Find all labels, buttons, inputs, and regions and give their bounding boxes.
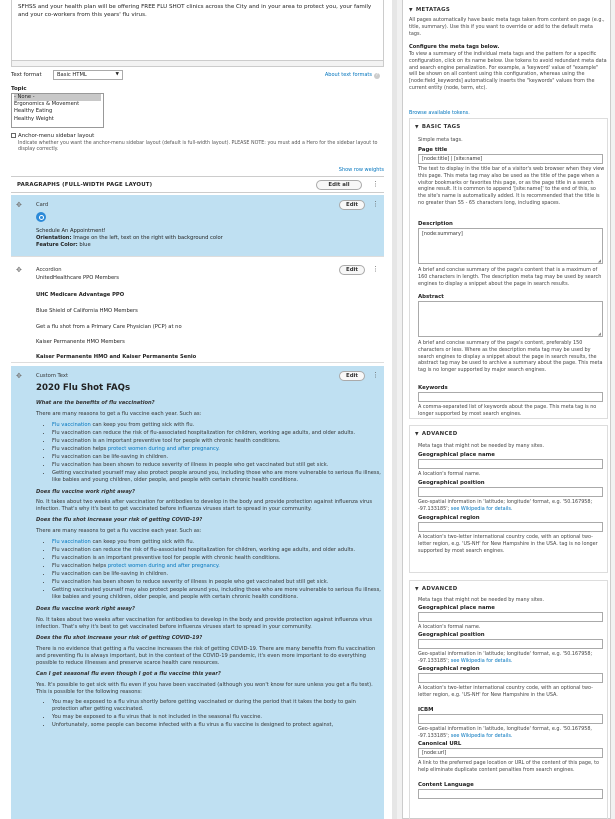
card-image-icon (36, 212, 46, 222)
advanced-desc: Meta tags that might not be needed by many sites. (418, 597, 545, 603)
canonical-url-label: Canonical URL (418, 741, 462, 747)
wikipedia-link[interactable]: see Wikipedia for details. (450, 732, 513, 739)
faq-body (36, 396, 381, 734)
faq-question: Can I get seasonal flu even though I got a flu vaccine this year? (36, 670, 221, 677)
list-item: • Flu vaccination is an important preventive tool for people with chronic health conditions. (52, 438, 381, 445)
list-item (52, 563, 381, 570)
faq-question: Does flu vaccine work right away? (36, 605, 136, 612)
about-text-formats-label: About text formats (324, 72, 372, 78)
advanced-fieldset-2 (409, 580, 608, 819)
advanced-desc: Meta tags that might not be needed by many sites. (418, 443, 545, 449)
topic-option[interactable]: Ergonomics & Movement (14, 101, 80, 108)
list-item: • Unfortunately, some people can become infected with a flu virus a flu vaccine is designed to protect against, (52, 722, 381, 729)
paragraph-item-custom-text (11, 366, 384, 819)
topic-select[interactable] (11, 93, 104, 128)
geo-position-label: Geographical position (418, 480, 485, 486)
card-color-value: blue (79, 242, 91, 248)
icbm-help (418, 726, 605, 740)
wikipedia-link[interactable]: see Wikipedia for details. (450, 505, 513, 512)
faq-question: Does flu vaccine work right away? (36, 488, 136, 495)
faq-question: What are the benefits of flu vaccination? (36, 400, 155, 406)
geo-region-help: A location's two-letter international country code, with an optional two-letter region, e.g. 'US-NH' for New Hampshire in the USA. (418, 685, 593, 698)
geo-position-label: Geographical position (418, 632, 485, 638)
topic-option[interactable]: Healthy Eating (14, 108, 53, 115)
geo-place-label: Geographical place name (418, 605, 495, 611)
accordion-line: UHC Medicare Advantage PPO (36, 292, 125, 298)
flu-vaccination-link[interactable]: Flu vaccination (52, 539, 91, 546)
more-actions-icon[interactable]: ⋮ (372, 265, 379, 273)
paragraph-type-label: Card (36, 202, 49, 208)
description-textarea[interactable]: [node:summary] ◢ (418, 228, 603, 264)
content-language-label: Content Language (418, 782, 474, 788)
faq-question: Does the flu shot increase your risk of getting COVID-19? (36, 634, 203, 641)
anchor-menu-label: Anchor-menu sidebar layout (18, 133, 95, 139)
geo-region-label: Geographical region (418, 515, 480, 521)
paragraphs-header (11, 176, 384, 193)
list-item: • You may be exposed to a flu virus shortly before getting vaccinated or during the period that it takes the body to gain protection after getting vaccinated. (52, 699, 381, 713)
faq-heading: 2020 Flu Shot FAQs (36, 383, 131, 393)
geo-place-help: A location's formal name. (418, 624, 481, 630)
edit-button[interactable]: Edit (339, 200, 365, 210)
list-item: • Flu vaccination can reduce the risk of flu-associated hospitalization for children, working age adults, and older adults. (52, 547, 381, 554)
geo-region-input[interactable] (418, 522, 603, 532)
accordion-line: Kaiser Permanente HMO and Kaiser Permanente Senio (36, 354, 197, 360)
geo-position-input[interactable] (418, 487, 603, 497)
anchor-menu-description: Indicate whether you want the anchor-menu sidebar layout (default is full-width layout). PLEASE NOTE: you must add a Hero for the sidebar layout to display correctly. (18, 141, 378, 153)
icbm-label: ICBM (418, 707, 434, 713)
keywords-input[interactable] (418, 392, 603, 402)
triangle-down-icon: ▼ (409, 8, 413, 13)
faq-list (48, 699, 381, 729)
list-item-text: Flu vaccination helps (52, 445, 108, 452)
geo-position-help-text: Geo-spatial information in 'latitude; longitude' format, e.g. '50.167958; -97.133185'; (418, 499, 593, 512)
show-row-weights-link[interactable]: Show row weights (338, 167, 384, 173)
wikipedia-link[interactable]: see Wikipedia for details. (450, 657, 513, 664)
help-icon: ? (375, 73, 379, 78)
list-item: • Flu vaccination has been shown to reduce severity of illness in people who get vaccinated but still get sick. (52, 462, 381, 469)
card-orientation-label: Orientation: (36, 235, 72, 241)
topic-label: Topic (11, 86, 27, 92)
configure-label: Configure the meta tags below. (409, 44, 500, 50)
browse-tokens-link[interactable]: Browse available tokens. (409, 110, 470, 116)
drag-handle-icon[interactable]: ✥ (16, 372, 22, 380)
icbm-help-text: Geo-spatial information in 'latitude, longitude' format, e.g. '50.167958, -97.133185'; (418, 726, 592, 739)
basic-tags-fieldset (409, 118, 608, 419)
text-format-value: Basic HTML (57, 72, 87, 78)
geo-place-label: Geographical place name (418, 452, 495, 458)
list-item: • Flu vaccination can be life-saving in children. (52, 454, 381, 461)
editor-status-bar (11, 61, 384, 67)
faq-paragraph: There are many reasons to get a flu vaccine each year. Such as: (36, 528, 202, 535)
paragraphs-title: PARAGRAPHS (FULL-WIDTH PAGE LAYOUT) (17, 182, 153, 188)
geo-region-label: Geographical region (418, 666, 480, 672)
accordion-line: Get a flu shot from a Primary Care Physician (PCP) at no (36, 324, 182, 330)
geo-place-input[interactable] (418, 459, 603, 469)
metatags-toggle[interactable] (409, 7, 450, 14)
faq-paragraph: There are many reasons to get a flu vaccine each year. Such as: (36, 410, 202, 417)
list-item: • Getting vaccinated yourself may also protect people around you, including those who are more vulnerable to serious flu illness, like babies and young children, older people, and people with certain chronic health conditions. (52, 470, 381, 484)
geo-region-input[interactable] (418, 673, 603, 683)
flu-vaccination-link[interactable]: Flu vaccination (52, 421, 91, 428)
list-item: • You may be exposed to a flu virus that is not included in the seasonal flu vaccine. (52, 714, 381, 721)
paragraph-item-accordion (11, 260, 384, 363)
metatags-sidebar (397, 0, 615, 819)
card-orientation-value: Image on the left, text on the right with background color (73, 235, 223, 241)
topic-option[interactable]: - None - (14, 94, 101, 101)
geo-position-help (418, 499, 605, 513)
abstract-label: Abstract (418, 294, 444, 300)
list-item-text: can keep you from getting sick with flu. (90, 539, 195, 546)
edit-button[interactable]: Edit (339, 371, 365, 381)
geo-place-help: A location's formal name. (418, 471, 481, 477)
content-language-input[interactable] (418, 789, 603, 799)
about-text-formats-link[interactable] (325, 72, 380, 79)
faq-paragraph: Yes. It's possible to get sick with flu even if you have been vaccinated (although you won't know for sure unless you get a flu test). This is possible for the following reasons: (36, 681, 373, 695)
geo-position-help (418, 651, 605, 665)
more-actions-icon[interactable]: ⋮ (372, 371, 379, 379)
geo-region-help: A location's two-letter international country code, with an optional two-letter region, e.g. 'US-NH' for New Hampshire in the USA. tag is no longer supported by most search engines. (418, 534, 598, 554)
faq-list (48, 422, 381, 484)
accordion-line: Blue Shield of California HMO Members (36, 308, 138, 314)
paragraph-type-label: Accordion (36, 267, 62, 273)
advanced-toggle[interactable] (415, 431, 458, 438)
canonical-url-input[interactable]: [node:url] (418, 748, 603, 758)
drag-handle-icon[interactable]: ✥ (16, 201, 22, 209)
basic-tags-toggle[interactable] (415, 124, 461, 131)
triangle-down-icon: ▼ (415, 125, 419, 130)
canonical-url-help: A link to the preferred page location or URL of the content of this page, to help eliminate duplicate content penalties from search engines. (418, 760, 600, 773)
configure-text: To view a summary of the individual meta tags and the pattern for a specific configuration, click on its name below. Use tokens to avoid redundant meta data and search engine penalization. For example, a 'keyword' value of "example" will be shown on all content using this configuration, whereas using the [node:field_keywords] automatically inserts the "keywords" values from the current entity (node, term, etc). (409, 51, 607, 91)
faq-paragraph: No. It takes about two weeks after vaccination for antibodies to develop in the body and provide protection against influenza virus infection. That's why it's best to get vaccinated before influenza viruses start to spread in your community. (36, 499, 373, 513)
list-item-text: can keep you from getting sick with flu. (90, 421, 195, 428)
list-item-text: Flu vaccination helps (52, 563, 108, 570)
page-title-input[interactable]: [node:title] | [site:name] (418, 154, 603, 164)
triangle-down-icon: ▼ (415, 587, 419, 592)
description-label: Description (418, 221, 453, 227)
abstract-help: A brief and concise summary of the page's content, preferably 150 characters or less. Where as the description meta tag may be used by search engines to display a snippet about the page in search results, the abstract tag may be used to archive a summary about the page. This meta tag is no longer supported by major search engines. (418, 340, 603, 374)
faq-paragraph: There is no evidence that getting a flu vaccine increases the risk of getting COVID-19. There are many benefits from flu vaccination and preventing flu is always important, but in the context of the COVID-19 pandemic, it's even more important to do everything possible to reduce illnesses and preserve scarce health care resources. (36, 645, 376, 666)
drag-handle-icon[interactable]: ✥ (16, 266, 22, 274)
keywords-help: A comma-separated list of keywords about the page. This meta tag is no longer supported by most search engines. (418, 404, 597, 417)
topic-option[interactable]: Healthy Weight (14, 115, 54, 122)
advanced-title: ADVANCED (421, 586, 458, 592)
paragraph-type-label: Custom Text (36, 373, 69, 379)
card-color-label: Feature Color: (36, 242, 78, 248)
edit-all-button[interactable]: Edit all (316, 180, 362, 190)
triangle-down-icon: ▼ (415, 432, 419, 437)
faq-question: Does the flu shot increase your risk of getting COVID-19? (36, 517, 203, 524)
text-format-row (11, 69, 384, 81)
icbm-input[interactable] (418, 714, 603, 724)
list-item (52, 539, 381, 546)
text-format-label: Text format (11, 72, 42, 78)
more-actions-icon[interactable]: ⋮ (372, 200, 379, 208)
card-color (36, 242, 91, 249)
edit-button[interactable]: Edit (339, 265, 365, 275)
basic-tags-title: BASIC TAGS (421, 124, 461, 130)
page-title-help: The text to display in the title bar of a visitor's web browser when they view this page. This meta tag may also be used as the title of the page when a visitor bookmarks or favorites this page, or as the page title in a search engine result. It is common to append '[site:name]' to the end of this, so the site's name is automatically added. It is recommended that the title is no greater than 55 - 65 characters long, including spaces. (418, 166, 605, 206)
list-item: • Flu vaccination can be life-saving in children. (52, 571, 381, 578)
paragraph-item-card (11, 195, 384, 257)
faq-list (48, 539, 381, 601)
pregnancy-link[interactable]: protect women during and after pregnancy. (107, 445, 220, 452)
body-editor-text: SFHSS and your health plan will be offering FREE FLU SHOT clinics across the City and in your area to protect you, your family and your co-workers from this years' flu virus. (18, 4, 372, 18)
page-title-label: Page title (418, 147, 448, 153)
advanced-title: ADVANCED (421, 431, 458, 437)
geo-place-input[interactable] (418, 612, 603, 622)
list-item: • Flu vaccination is an important preventive tool for people with chronic health conditions. (52, 555, 381, 562)
metatags-title: METATAGS (415, 7, 451, 13)
advanced-toggle[interactable] (415, 586, 458, 593)
advanced-fieldset-1 (409, 425, 608, 573)
accordion-line: UnitedHealthcare PPO Members (36, 275, 119, 281)
geo-position-input[interactable] (418, 639, 603, 649)
pregnancy-link[interactable]: protect women during and after pregnancy. (107, 563, 220, 570)
list-item (52, 422, 381, 429)
card-orientation (36, 235, 223, 242)
anchor-menu-checkbox[interactable] (11, 133, 16, 138)
description-help: A brief and concise summary of the page's content that is a maximum of 160 characters in length. The description meta tag may be used by search engines to display a snippet about the page in search results. (418, 267, 602, 287)
anchor-menu-checkbox-row[interactable] (11, 133, 94, 140)
geo-position-help-text: Geo-spatial information in 'latitude; longitude' format, e.g. '50.167958; -97.133185'; (418, 651, 593, 664)
chevron-down-icon: ▼ (115, 72, 119, 77)
metatags-panel (402, 0, 611, 819)
body-editor[interactable] (11, 0, 384, 61)
card-title: Schedule An Appointment! (36, 228, 106, 234)
abstract-textarea[interactable] (418, 301, 603, 337)
accordion-line: Kaiser Permanente HMO Members (36, 339, 125, 345)
keywords-label: Keywords (418, 385, 448, 391)
list-item: • Getting vaccinated yourself may also protect people around you, including those who are more vulnerable to serious flu illness, like babies and young children, older people, and people with certain chronic health conditions. (52, 587, 381, 601)
faq-paragraph: No. It takes about two weeks after vaccination for antibodies to develop in the body and provide protection against influenza virus infection. That's why it's best to get vaccinated before influenza viruses start to spread in your community. (36, 616, 373, 630)
list-item (52, 446, 381, 453)
metatags-intro: All pages automatically have basic meta tags taken from content on page (e.g., title, summary). Use this if you want to override or add to the default meta tags. (409, 17, 605, 37)
text-format-select[interactable] (53, 70, 123, 80)
list-item: • Flu vaccination has been shown to reduce severity of illness in people who get vaccinated but still get sick. (52, 579, 381, 586)
list-item: • Flu vaccination can reduce the risk of flu-associated hospitalization for children, working age adults, and older adults. (52, 430, 381, 437)
basic-tags-desc: Simple meta tags. (418, 137, 463, 143)
more-actions-icon[interactable]: ⋮ (372, 180, 379, 188)
